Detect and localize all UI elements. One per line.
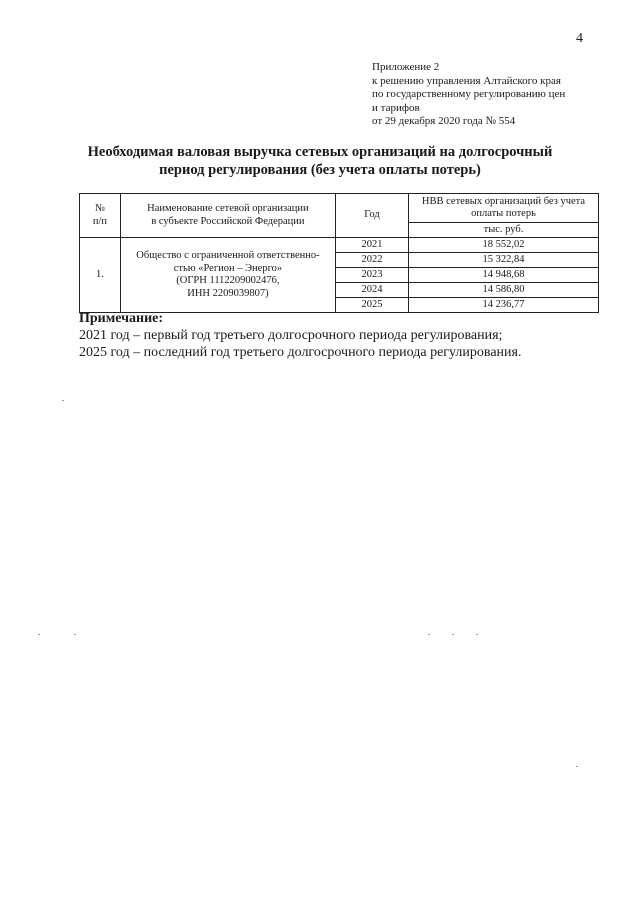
scan-speck — [74, 634, 76, 635]
nvv-table — [79, 193, 599, 313]
scan-speck — [38, 634, 40, 635]
value-cell: 18 552,02 — [409, 238, 599, 253]
header-nvv-line1: НВВ сетевых организаций без учета — [421, 195, 586, 207]
value-cell: 14 236,77 — [409, 298, 599, 313]
value-cell: 15 322,84 — [409, 253, 599, 268]
header-year: Год — [335, 194, 408, 238]
org-name — [120, 238, 335, 313]
document-title — [60, 143, 580, 179]
page-number: 4 — [576, 31, 583, 46]
year-cell: 2024 — [335, 283, 408, 298]
scan-speck — [476, 634, 478, 635]
header-name — [120, 194, 335, 238]
org-number: 1. — [80, 238, 121, 313]
header-nvv — [409, 194, 599, 223]
value-cell: 14 948,68 — [409, 268, 599, 283]
year-cell: 2023 — [335, 268, 408, 283]
appendix-line: к решению управления Алтайского края — [372, 74, 561, 87]
org-name-line2: стью «Регион – Энерго» — [173, 262, 283, 274]
note-block — [79, 327, 521, 361]
header-unit: тыс. руб. — [409, 223, 599, 238]
scan-speck — [62, 400, 64, 401]
year-cell: 2025 — [335, 298, 408, 313]
scan-speck — [428, 634, 430, 635]
table-header-row — [80, 194, 599, 223]
appendix-line: по государственному регулированию цен — [372, 88, 566, 100]
appendix-line: и тарифов — [372, 101, 420, 114]
scan-speck — [576, 766, 578, 767]
year-cell: 2021 — [335, 238, 408, 253]
note-line-1: 2021 год – первый год третьего долгосрочного периода регулирования; — [79, 328, 503, 343]
note-heading: Примечание: — [79, 311, 164, 326]
title-line-2: период регулирования (без учета оплаты потерь) — [159, 162, 481, 178]
appendix-line: Приложение 2 — [372, 61, 440, 73]
appendix-block — [372, 61, 565, 129]
org-inn: ИНН 2209039807) — [187, 287, 269, 299]
header-number-line2: п/п — [92, 215, 108, 227]
header-nvv-line2: оплаты потерь — [471, 208, 536, 219]
header-name-line2: в субъекте Российской Федерации — [151, 215, 305, 227]
org-name-line1: Общество с ограниченной ответственно- — [136, 250, 320, 261]
note-line-2: 2025 год – последний год третьего долгосрочного периода регулирования. — [79, 345, 522, 360]
header-number-line1: № — [94, 203, 105, 214]
scan-speck — [452, 634, 454, 635]
value-cell: 14 586,80 — [409, 283, 599, 298]
table-row — [80, 238, 599, 253]
appendix-line: от 29 декабря 2020 года № 554 — [372, 115, 516, 127]
header-number — [80, 194, 121, 238]
year-cell: 2022 — [335, 253, 408, 268]
header-name-line1: Наименование сетевой организации — [147, 203, 309, 214]
org-ogrn: (ОГРН 1112209002476, — [176, 275, 280, 286]
title-line-1: Необходимая валовая выручка сетевых организаций на долгосрочный — [87, 144, 553, 160]
